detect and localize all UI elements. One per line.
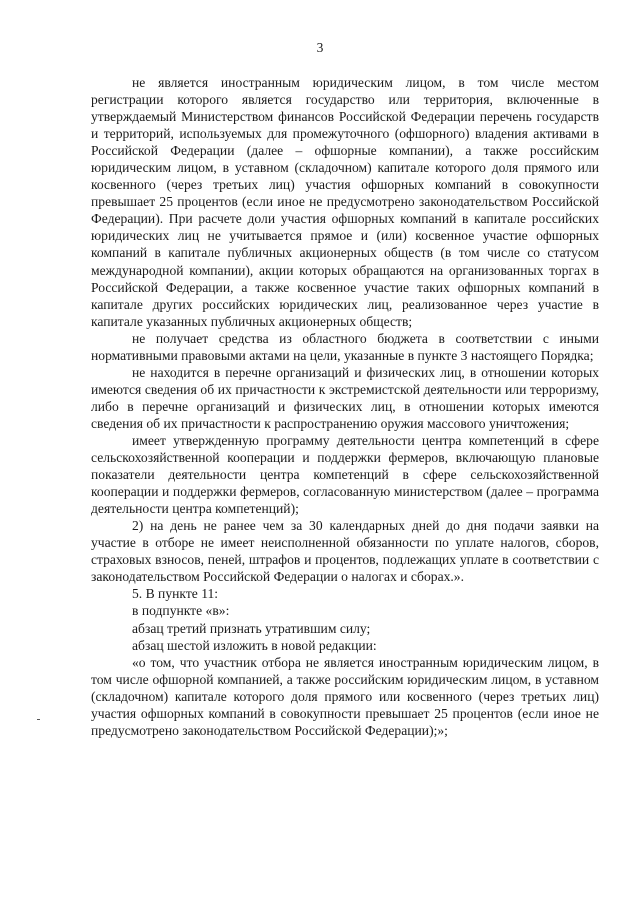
paragraph-extremism-list: не находится в перечне организаций и физических лиц, в отношении которых имеются сведения об их причастности к экстремистской деятельности или терроризму, либо в перечне организаций и физических лиц, в отношении которых имеются сведения об их причастности к распространению оружия массового уничтожения; bbox=[91, 364, 599, 431]
paragraph-item-5: 5. В пункте 11: bbox=[132, 586, 219, 602]
margin-mark bbox=[37, 719, 40, 720]
paragraph-new-wording: «о том, что участник отбора не является иностранным юридическим лицом, в том числе офшорной компанией, а также российским юридическим лицом, в уставном (складочном) капитале которого доля прямого или косвенного (через третьих лиц) участия офшорных компаний в совокупности превышает 25 процентов (если иное не предусмотрено законодательством Российской Федерации);»; bbox=[91, 654, 599, 738]
paragraph-regional-budget: не получает средства из областного бюджета в соответствии с иными нормативными правовыми актами на цели, указанные в пункте 3 настоящего Порядка; bbox=[91, 330, 599, 363]
paragraph-third-abzac: абзац третий признать утратившим силу; bbox=[132, 620, 371, 636]
paragraph-sixth-abzac: абзац шестой изложить в новой редакции: bbox=[132, 637, 377, 653]
document-body bbox=[91, 74, 599, 739]
page-number: 3 bbox=[316, 40, 324, 55]
paragraph-subitem-v: в подпункте «в»: bbox=[132, 603, 230, 619]
paragraph-tax-obligations: 2) на день не ранее чем за 30 календарных дней до дня подачи заявки на участие в отборе не имеет неисполненной обязанности по уплате налогов, сборов, страховых взносов, пеней, штрафов и процентов, подлежащих уплате в соответствии с законодательством Российской Федерации о налогах и сборах.». bbox=[91, 518, 599, 585]
paragraph-offshore-status: не является иностранным юридическим лицом, в том числе местом регистрации которого является государство или территория, включенные в утверждаемый Министерством финансов Российской Федерации перечень государств и территорий, используемых для промежуточного (офшорного) владения активами в Российской Федерации (далее – офшорные компании), а также российским юридическим лицом, в уставном (складочном) капитале которого доля прямого или косвенного (через третьих лиц) участия офшорных компаний в совокупности превышает 25 процентов (если иное не предусмотрено законодательством Российской Федерации). При расчете доли участия офшорных компаний в капитале российских юридических лиц не учитывается прямое и (или) косвенное участие офшорных компаний в капитале публичных акционерных обществ (в том числе со статусом международной компании), акции которых обращаются на организованных торгах в Российской Федерации, а также косвенное участие таких офшорных компаний в капитале других российских юридических лиц, реализованное через участие в капитале указанных публичных акционерных обществ; bbox=[91, 75, 599, 329]
paragraph-competence-program: имеет утвержденную программу деятельности центра компетенций в сфере сельскохозяйственной кооперации и поддержки фермеров, включающую плановые показатели деятельности центра компетенций в сфере сельскохозяйственной кооперации и поддержки фермеров, согласованную министерством (далее – программа деятельности центра компетенций); bbox=[91, 432, 599, 517]
